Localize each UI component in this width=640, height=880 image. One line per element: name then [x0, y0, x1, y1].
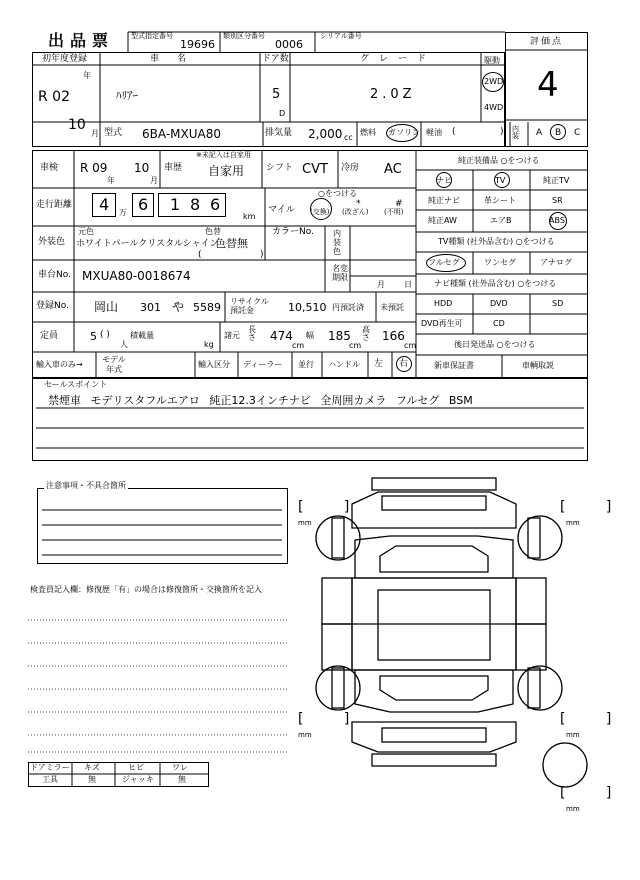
doors: 5	[272, 87, 281, 102]
tire-mm-spare: mm	[566, 805, 580, 813]
door-suffix: D	[279, 109, 286, 118]
shift: CVT	[302, 162, 328, 177]
later-manual: 車輌取説	[522, 361, 554, 370]
mileage-fumei: (不明)	[384, 208, 404, 216]
mileage-digit-4: 8	[190, 195, 201, 214]
interior-b: B	[555, 128, 562, 138]
bracket-open: (	[452, 127, 456, 137]
model-label: 型式	[104, 128, 123, 138]
nav-dvd: DVD	[490, 299, 508, 308]
tool-head-crack: ヒビ	[128, 763, 144, 772]
form-title: 出品票	[48, 31, 115, 50]
class-no-label: 類別区分番号	[223, 32, 265, 40]
mileage-sym1: *	[356, 199, 361, 209]
mileage-kaizan: (改ざん)	[342, 208, 369, 216]
tv-fullseg: フルセグ	[428, 258, 460, 267]
tire-bracket-spare: [ ]	[560, 785, 630, 801]
mileage-note: ○をつける	[318, 189, 357, 198]
capacity-person: 人	[120, 340, 128, 349]
chassis-label: 車台No.	[38, 270, 71, 280]
history-note: ※未記入は自家用	[196, 151, 251, 159]
orig-color: ホワイトパールクリスタルシャイン	[76, 239, 219, 249]
car-damage-diagram	[316, 478, 587, 787]
interior-label: 内装	[512, 125, 519, 140]
inspection-year: R 09	[80, 161, 108, 175]
import-dealer: ディーラー	[243, 360, 283, 369]
disp-label: 排気量	[265, 128, 293, 138]
equip-title: 純正装備品 ○をつける	[458, 156, 540, 165]
recycle-amount: 10,510	[288, 301, 327, 314]
color-no-label: カラーNo.	[272, 227, 314, 237]
first-reg-year: R 02	[38, 89, 70, 105]
mileage-digit-5: 6	[210, 195, 221, 214]
registration-label: 登録No.	[36, 301, 69, 311]
recycle-unpaid: 未預託	[380, 303, 404, 312]
mileage-digit-1: 4	[99, 195, 110, 214]
orig-color-label: 元色	[78, 227, 94, 236]
tool-head-scratch: キズ	[84, 763, 100, 772]
name-change-month: 月	[377, 280, 385, 289]
door-label: ドア数	[262, 54, 289, 64]
drive-2wd: 2WD	[484, 77, 504, 86]
handle-label: ハンドル	[328, 360, 360, 369]
tire-mm-rr: mm	[566, 731, 580, 739]
tool-head-break: ワレ	[172, 763, 188, 772]
tire-mm-fl: mm	[298, 519, 312, 527]
fuel: ガソリン	[388, 128, 420, 137]
tire-bracket-rl: [ ]	[298, 711, 368, 727]
tool-row-jack-value: 無	[178, 775, 186, 784]
height-label: 高さ	[362, 325, 370, 343]
equip-navi: ナビ	[436, 176, 452, 185]
handle-right: 右	[399, 359, 409, 369]
mileage-exchange: (交換)	[310, 208, 330, 216]
year-unit: 年	[83, 71, 91, 80]
tv-oneseg: ワンセグ	[484, 258, 516, 267]
first-reg-label: 初年度登録	[42, 54, 88, 64]
equip-genuine-aw: 純正AW	[428, 216, 457, 225]
drive-label: 駆動	[484, 56, 500, 65]
mileage-digit-2: 6	[138, 195, 149, 214]
equip-airbag: エアB	[490, 216, 512, 225]
tool-head-mirror: ドアミラー	[30, 763, 70, 772]
capacity-bracket: ( )	[100, 330, 110, 340]
type-no-label: 型式指定番号	[131, 32, 173, 40]
grade-label: グレード	[360, 54, 437, 64]
width-label: 幅	[306, 331, 314, 340]
nav-sd: SD	[552, 299, 564, 308]
displacement: 2,000	[308, 127, 343, 141]
inspection-label: 車検	[40, 163, 59, 173]
score: 4	[537, 65, 559, 105]
sales-text: 禁煙車 モデリスタフルエアロ 純正12.3インチナビ 全周囲カメラ フルセグ BSM	[48, 394, 473, 407]
score-label: 評価点	[530, 37, 564, 47]
inspection-month: 10	[134, 161, 150, 175]
model: 6BA-MXUA80	[142, 127, 221, 141]
later-title: 後日発送品 ○をつける	[454, 340, 536, 349]
history: 自家用	[208, 164, 245, 178]
equip-genuine-tv: 純正TV	[543, 176, 570, 185]
equip-sr: SR	[552, 196, 563, 205]
tire-bracket-rr: [ ]	[560, 711, 630, 727]
drive-4wd: 4WD	[484, 103, 504, 112]
interior-c: C	[574, 128, 581, 138]
light-oil: 軽油	[426, 128, 442, 137]
reg-class: 301	[140, 301, 161, 314]
mileage-mile: マイル	[268, 205, 295, 215]
recycle-label: リサイクル預託金	[230, 297, 269, 316]
import-class-label: 輸入区分	[198, 360, 230, 369]
name-change-label: 名変期限	[332, 264, 348, 282]
mileage-km: km	[243, 212, 256, 221]
tool-row-tools: 工具	[42, 775, 58, 784]
equip-genuine-navi: 純正ナビ	[428, 196, 460, 205]
dimension-label: 諸元	[224, 331, 240, 340]
color-change-close: )	[260, 250, 264, 260]
color-label: 外装色	[38, 237, 66, 247]
reg-kana: や	[172, 300, 185, 314]
tool-row-jack: ジャッキ	[122, 775, 154, 784]
fuel-label: 燃料	[360, 128, 376, 137]
interior-a: A	[536, 128, 543, 138]
tire-mm-rl: mm	[298, 731, 312, 739]
inspector-note: 検査員記入欄：修復歴「有」の場合は修復箇所・交換箇所を記入	[30, 585, 262, 594]
color-change-open: (	[198, 250, 202, 260]
insp-year-unit: 年	[107, 176, 115, 185]
car-name-label: 車名	[150, 54, 205, 64]
reg-pref: 岡山	[94, 300, 119, 314]
height: 166	[382, 329, 405, 343]
handle-left: 左	[374, 359, 384, 369]
import-parallel: 並行	[298, 360, 314, 369]
width-cm: cm	[349, 341, 362, 350]
mileage-man: 万	[119, 208, 127, 217]
grade: 2.0Z	[370, 87, 416, 102]
notes-title: 注意事項・不具合箇所	[46, 481, 126, 490]
mileage-digit-3: 1	[170, 195, 181, 214]
equip-tv: TV	[495, 176, 506, 185]
tool-row-tools-value: 無	[88, 775, 96, 784]
height-cm: cm	[404, 341, 417, 350]
import-label: 輸入車のみ→	[36, 360, 83, 369]
chassis-no: MXUA80-0018674	[82, 269, 191, 283]
equip-abs: ABS	[549, 216, 565, 225]
length-label: 長さ	[248, 325, 256, 343]
ac-label: 冷房	[341, 163, 360, 173]
model-year-label: モデル年式	[102, 355, 126, 374]
nav-hdd: HDD	[434, 299, 453, 308]
nav-cd: CD	[493, 319, 505, 328]
interior-color-label: 内装色	[333, 229, 341, 256]
ac: AC	[384, 162, 402, 177]
bracket-close: )	[500, 127, 504, 137]
sales-label: セールスポイント	[44, 380, 108, 389]
reg-number: 5589	[193, 301, 221, 314]
mileage-label: 走行距離	[36, 200, 73, 210]
length: 474	[270, 329, 293, 343]
disp-unit: cc	[344, 133, 353, 142]
name-change-day: 日	[404, 280, 412, 289]
equip-leather: 革シート	[484, 196, 516, 205]
color-change: 色替無	[215, 237, 248, 250]
later-warranty: 新車保証書	[434, 361, 474, 370]
class-no: 0006	[275, 38, 303, 51]
recycle-unit: 円預託済	[332, 303, 364, 312]
tv-analog: アナログ	[540, 258, 572, 267]
car-name: ﾊﾘｱｰ	[116, 89, 138, 102]
insp-month-unit: 月	[150, 176, 158, 185]
tv-title: TV種類 (社外品含む) ○をつける	[438, 237, 555, 246]
nav-title: ナビ種類 (社外品含む) ○をつける	[434, 279, 557, 288]
tire-bracket-fr: [ ]	[560, 499, 630, 515]
load-kg: kg	[204, 340, 214, 349]
capacity-value: 5	[90, 330, 97, 343]
month-unit: 月	[91, 129, 99, 138]
color-change-label: 色替	[205, 227, 221, 236]
shift-label: シフト	[266, 163, 294, 173]
length-cm: cm	[292, 341, 305, 350]
mileage-sym2: #	[395, 199, 403, 209]
serial-label: シリアル番号	[320, 32, 362, 40]
type-no: 19696	[180, 38, 215, 51]
tire-bracket-fl: [ ]	[298, 499, 368, 515]
load-label: 積載量	[130, 331, 154, 340]
capacity-label: 定員	[40, 331, 59, 341]
tire-mm-fr: mm	[566, 519, 580, 527]
width: 185	[328, 329, 351, 343]
history-label: 車歴	[164, 163, 183, 173]
first-reg-month: 10	[68, 117, 86, 133]
nav-dvd-playable: DVD再生可	[421, 319, 463, 328]
